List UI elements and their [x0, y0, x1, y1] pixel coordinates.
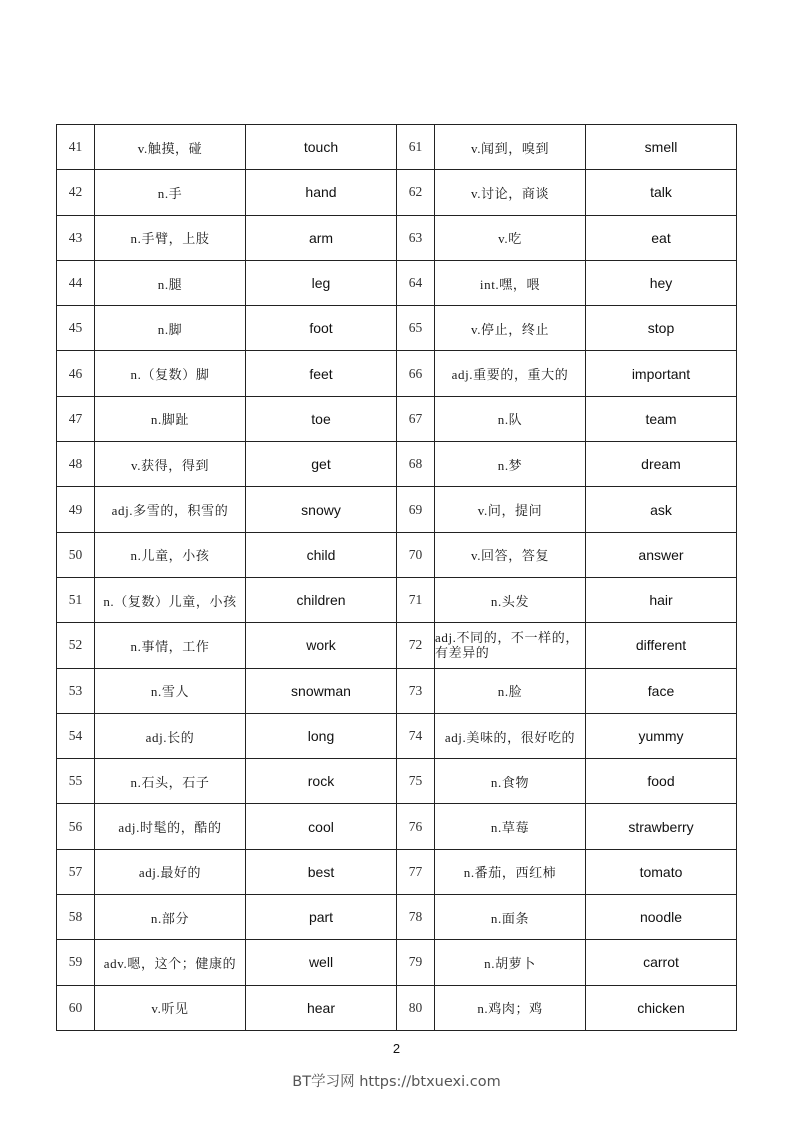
chinese-meaning: n.脸: [435, 668, 586, 713]
english-word: eat: [586, 215, 737, 260]
english-word: snowy: [246, 487, 397, 532]
chinese-meaning: v.问，提问: [435, 487, 586, 532]
english-word: cool: [246, 804, 397, 849]
english-word: children: [246, 577, 397, 622]
table-row: [57, 940, 737, 985]
english-word: chicken: [586, 985, 737, 1030]
english-word: carrot: [586, 940, 737, 985]
entry-number: 61: [397, 125, 435, 170]
chinese-meaning: v.停止，终止: [435, 306, 586, 351]
entry-number: 46: [57, 351, 95, 396]
english-word: get: [246, 442, 397, 487]
entry-number: 73: [397, 668, 435, 713]
chinese-meaning: n.儿童，小孩: [95, 532, 246, 577]
entry-number: 71: [397, 577, 435, 622]
entry-number: 54: [57, 713, 95, 758]
entry-number: 47: [57, 396, 95, 441]
table-row: [57, 668, 737, 713]
chinese-meaning: n.队: [435, 396, 586, 441]
chinese-meaning: n.（复数）儿童，小孩: [95, 577, 246, 622]
entry-number: 58: [57, 895, 95, 940]
entry-number: 44: [57, 260, 95, 305]
english-word: stop: [586, 306, 737, 351]
entry-number: 43: [57, 215, 95, 260]
chinese-meaning: n.番茄，西红柿: [435, 849, 586, 894]
entry-number: 69: [397, 487, 435, 532]
table-row: [57, 804, 737, 849]
chinese-meaning: v.获得，得到: [95, 442, 246, 487]
entry-number: 67: [397, 396, 435, 441]
english-word: rock: [246, 759, 397, 804]
entry-number: 55: [57, 759, 95, 804]
chinese-meaning: n.雪人: [95, 668, 246, 713]
table-row: [57, 759, 737, 804]
chinese-meaning: v.闻到，嗅到: [435, 125, 586, 170]
table-row: [57, 306, 737, 351]
entry-number: 76: [397, 804, 435, 849]
entry-number: 51: [57, 577, 95, 622]
english-word: hear: [246, 985, 397, 1030]
entry-number: 77: [397, 849, 435, 894]
entry-number: 48: [57, 442, 95, 487]
chinese-meaning: v.回答，答复: [435, 532, 586, 577]
chinese-meaning: n.鸡肉；鸡: [435, 985, 586, 1030]
english-word: snowman: [246, 668, 397, 713]
english-word: yummy: [586, 713, 737, 758]
chinese-meaning: v.吃: [435, 215, 586, 260]
chinese-meaning: n.面条: [435, 895, 586, 940]
entry-number: 59: [57, 940, 95, 985]
table-row: [57, 849, 737, 894]
english-word: answer: [586, 532, 737, 577]
entry-number: 78: [397, 895, 435, 940]
table-row: [57, 260, 737, 305]
chinese-meaning: adv.嗯，这个；健康的: [95, 940, 246, 985]
entry-number: 60: [57, 985, 95, 1030]
english-word: hey: [586, 260, 737, 305]
table-row: [57, 215, 737, 260]
chinese-meaning: v.触摸，碰: [95, 125, 246, 170]
english-word: important: [586, 351, 737, 396]
english-word: work: [246, 623, 397, 668]
english-word: team: [586, 396, 737, 441]
chinese-meaning: n.梦: [435, 442, 586, 487]
chinese-meaning: int.嘿，喂: [435, 260, 586, 305]
entry-number: 53: [57, 668, 95, 713]
english-word: foot: [246, 306, 397, 351]
watermark-link[interactable]: BT学习网 https://btxuexi.com: [292, 1074, 501, 1090]
chinese-meaning: n.草莓: [435, 804, 586, 849]
english-word: leg: [246, 260, 397, 305]
chinese-meaning: n.食物: [435, 759, 586, 804]
english-word: best: [246, 849, 397, 894]
chinese-meaning: n.石头，石子: [95, 759, 246, 804]
chinese-meaning: n.脚趾: [95, 396, 246, 441]
page-number: 2: [392, 1041, 401, 1056]
entry-number: 50: [57, 532, 95, 577]
chinese-meaning: adj.不同的，不一样的，有差异的: [435, 623, 586, 668]
chinese-meaning: adj.长的: [95, 713, 246, 758]
chinese-meaning: n.事情，工作: [95, 623, 246, 668]
chinese-meaning: n.脚: [95, 306, 246, 351]
vocabulary-table-body: [57, 125, 737, 1031]
table-row: [57, 396, 737, 441]
table-row: [57, 895, 737, 940]
entry-number: 65: [397, 306, 435, 351]
english-word: smell: [586, 125, 737, 170]
entry-number: 56: [57, 804, 95, 849]
entry-number: 41: [57, 125, 95, 170]
table-row: [57, 532, 737, 577]
table-row: [57, 985, 737, 1030]
table-row: [57, 442, 737, 487]
english-word: hand: [246, 170, 397, 215]
table-row: [57, 577, 737, 622]
chinese-meaning: adj.时髦的，酷的: [95, 804, 246, 849]
english-word: ask: [586, 487, 737, 532]
english-word: arm: [246, 215, 397, 260]
entry-number: 70: [397, 532, 435, 577]
table-row: [57, 170, 737, 215]
english-word: strawberry: [586, 804, 737, 849]
english-word: dream: [586, 442, 737, 487]
chinese-meaning: n.部分: [95, 895, 246, 940]
chinese-meaning: adj.美味的，很好吃的: [435, 713, 586, 758]
table-row: [57, 623, 737, 668]
entry-number: 42: [57, 170, 95, 215]
chinese-meaning: n.头发: [435, 577, 586, 622]
english-word: touch: [246, 125, 397, 170]
english-word: long: [246, 713, 397, 758]
table-row: [57, 351, 737, 396]
chinese-meaning: adj.最好的: [95, 849, 246, 894]
chinese-meaning: n.（复数）脚: [95, 351, 246, 396]
english-word: well: [246, 940, 397, 985]
english-word: tomato: [586, 849, 737, 894]
entry-number: 79: [397, 940, 435, 985]
english-word: feet: [246, 351, 397, 396]
table-row: [57, 487, 737, 532]
entry-number: 57: [57, 849, 95, 894]
table-row: [57, 713, 737, 758]
entry-number: 64: [397, 260, 435, 305]
entry-number: 72: [397, 623, 435, 668]
english-word: hair: [586, 577, 737, 622]
english-word: toe: [246, 396, 397, 441]
entry-number: 74: [397, 713, 435, 758]
english-word: noodle: [586, 895, 737, 940]
english-word: child: [246, 532, 397, 577]
entry-number: 75: [397, 759, 435, 804]
entry-number: 80: [397, 985, 435, 1030]
english-word: food: [586, 759, 737, 804]
vocabulary-table: [56, 124, 737, 1031]
entry-number: 66: [397, 351, 435, 396]
entry-number: 68: [397, 442, 435, 487]
table-row: [57, 125, 737, 170]
entry-number: 45: [57, 306, 95, 351]
entry-number: 49: [57, 487, 95, 532]
chinese-meaning: n.腿: [95, 260, 246, 305]
english-word: different: [586, 623, 737, 668]
chinese-meaning: v.讨论，商谈: [435, 170, 586, 215]
english-word: face: [586, 668, 737, 713]
chinese-meaning: n.胡萝卜: [435, 940, 586, 985]
chinese-meaning: n.手臂，上肢: [95, 215, 246, 260]
entry-number: 62: [397, 170, 435, 215]
entry-number: 63: [397, 215, 435, 260]
english-word: talk: [586, 170, 737, 215]
entry-number: 52: [57, 623, 95, 668]
english-word: part: [246, 895, 397, 940]
chinese-meaning: v.听见: [95, 985, 246, 1030]
chinese-meaning: adj.重要的，重大的: [435, 351, 586, 396]
chinese-meaning: n.手: [95, 170, 246, 215]
chinese-meaning: adj.多雪的，积雪的: [95, 487, 246, 532]
